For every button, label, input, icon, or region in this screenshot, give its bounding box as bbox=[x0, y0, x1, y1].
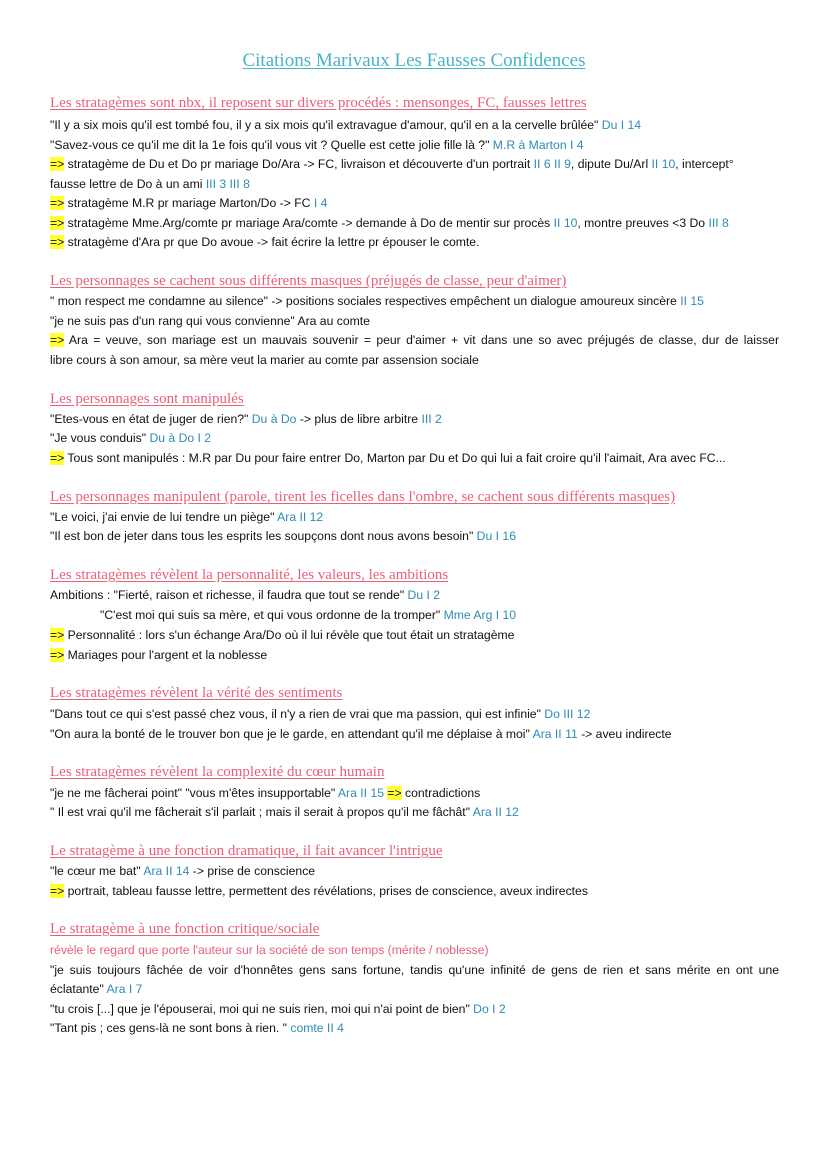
reference: Do III 12 bbox=[544, 707, 591, 721]
reference: I 4 bbox=[313, 196, 328, 210]
arrow-marker: => bbox=[387, 786, 402, 800]
arrow-marker: => bbox=[50, 648, 65, 662]
arrow-marker: => bbox=[50, 216, 65, 230]
quote-line: "le cœur me bat" Ara II 14 -> prise de conscience bbox=[50, 864, 316, 878]
note-line: => portrait, tableau fausse lettre, permettent des révélations, prises de conscience, aveux indirectes bbox=[50, 884, 588, 898]
reference: Ara II 11 bbox=[532, 727, 578, 741]
reference: Ara II 12 bbox=[277, 510, 324, 524]
arrow-marker: => bbox=[50, 451, 65, 465]
reference: Ara I 7 bbox=[106, 982, 143, 996]
reference: comte II 4 bbox=[290, 1021, 344, 1035]
arrow-marker: => bbox=[50, 157, 65, 171]
arrow-marker: => bbox=[50, 235, 65, 249]
note-line: => stratagème M.R pr mariage Marton/Do -> FC I 4 bbox=[50, 196, 328, 210]
note-line: => stratagème Mme.Arg/comte pr mariage Ara/comte -> demande à Do de mentir sur procès II 10, montre preuves <3 Do III 8 bbox=[50, 216, 729, 230]
reference: Mme Arg I 10 bbox=[443, 608, 517, 622]
section-subtitle: révèle le regard que porte l'auteur sur la société de son temps (mérite / noblesse) bbox=[50, 943, 489, 957]
section-heading: Les stratagèmes révèlent la personnalité, les valeurs, les ambitions bbox=[50, 567, 449, 583]
quote-line: "Etes-vous en état de juger de rien?" Du à Do -> plus de libre arbitre III 2 bbox=[50, 412, 442, 426]
section-heading: Les personnages manipulent (parole, tirent les ficelles dans l'ombre, se cachent sous différents masques) bbox=[50, 489, 676, 505]
reference: Du I 2 bbox=[407, 588, 441, 602]
quote-line: "Tant pis ; ces gens-là ne sont bons à rien. " comte II 4 bbox=[50, 1021, 344, 1035]
reference: Ara II 12 bbox=[472, 805, 519, 819]
document-title: Citations Marivaux Les Fausses Confidences bbox=[242, 50, 586, 71]
reference: Du à Do bbox=[251, 412, 297, 426]
quote-line: "je suis toujours fâchée de voir d'honnêtes gens sans fortune, tandis qu'une infinité de gens de rien et sans mérite en ont une bbox=[50, 963, 779, 977]
reference: II 10 bbox=[553, 216, 578, 230]
note-line: => Ara = veuve, son mariage est un mauvais souvenir = peur d'aimer + vit dans une so avec préjugés de classe, dur de laisser bbox=[50, 333, 779, 347]
note-line: => stratagème d'Ara pr que Do avoue -> fait écrire la lettre pr épouser le comte. bbox=[50, 235, 480, 249]
note-line: => Personnalité : lors s'un échange Ara/Do où il lui révèle que tout était un stratagème bbox=[50, 628, 515, 642]
note-line: => stratagème de Du et Do pr mariage Do/Ara -> FC, livraison et découverte d'un portrait II 6 II 9, dipute Du/Arl II 10, intercept° bbox=[50, 157, 734, 171]
quote-line: "Savez-vous ce qu'il me dit la 1e fois qu'il vous vit ? Quelle est cette jolie fille là ?" M.R à Marton I 4 bbox=[50, 138, 584, 152]
section-heading: Les stratagèmes révèlent la complexité du cœur humain bbox=[50, 764, 385, 780]
section-heading: Les personnages se cachent sous différents masques (préjugés de classe, peur d'aimer) bbox=[50, 273, 567, 289]
note-line: => Mariages pour l'argent et la noblesse bbox=[50, 648, 268, 662]
section-heading: Le stratagème à une fonction dramatique, il fait avancer l'intrigue bbox=[50, 843, 443, 859]
arrow-marker: => bbox=[50, 333, 65, 347]
section-heading: Le stratagème à une fonction critique/sociale bbox=[50, 921, 320, 937]
reference: M.R à Marton I 4 bbox=[492, 138, 584, 152]
note-line: libre cours à son amour, sa mère veut la marier au comte par assension sociale bbox=[50, 353, 479, 367]
reference: Du I 16 bbox=[476, 529, 516, 543]
reference: Ara II 14 bbox=[143, 864, 190, 878]
reference: II 6 II 9 bbox=[533, 157, 571, 171]
quote-line: "Je vous conduis" Du à Do I 2 bbox=[50, 431, 212, 445]
reference: Du à Do I 2 bbox=[149, 431, 212, 445]
quote-line: "je ne suis pas d'un rang qui vous convienne" Ara au comte bbox=[50, 314, 370, 328]
reference: Do I 2 bbox=[473, 1002, 506, 1016]
note-line: => Tous sont manipulés : M.R par Du pour faire entrer Do, Marton par Du et Do qui lui a fait croire qu'il l'aimait, Ara avec FC... bbox=[50, 451, 726, 465]
reference: III 8 bbox=[708, 216, 729, 230]
reference: II 10 bbox=[651, 157, 676, 171]
quote-line: "je ne me fâcherai point" "vous m'êtes insupportable" Ara II 15 => contradictions bbox=[50, 786, 481, 800]
quote-line: "C'est moi qui suis sa mère, et qui vous ordonne de la tromper" Mme Arg I 10 bbox=[100, 608, 517, 622]
reference: III 2 bbox=[421, 412, 442, 426]
quote-line: éclatante" Ara I 7 bbox=[50, 982, 143, 996]
arrow-marker: => bbox=[50, 628, 65, 642]
quote-line: " Il est vrai qu'il me fâcherait s'il parlait ; mais il serait à propos qu'il me fâchât" Ara II 12 bbox=[50, 805, 519, 819]
quote-line: "Il est bon de jeter dans tous les esprits les soupçons dont nous avons besoin" Du I 16 bbox=[50, 529, 516, 543]
section-heading: Les stratagèmes révèlent la vérité des sentiments bbox=[50, 685, 343, 701]
quote-line: " mon respect me condamne au silence" -> positions sociales respectives empêchent un dialogue amoureux sincère II 15 bbox=[50, 294, 704, 308]
arrow-marker: => bbox=[50, 884, 65, 898]
quote-line: "Dans tout ce qui s'est passé chez vous, il n'y a rien de vrai que ma passion, qui est infinie" Do III 12 bbox=[50, 707, 591, 721]
quote-line: "On aura la bonté de le trouver bon que je le garde, en attendant qu'il me déplaise à moi" Ara II 11 -> aveu indirecte bbox=[50, 727, 672, 741]
reference: Ara II 15 bbox=[337, 786, 384, 800]
note-line: fausse lettre de Do à un ami III 3 III 8 bbox=[50, 177, 250, 191]
reference: Du I 14 bbox=[601, 118, 642, 132]
quote-line: "Il y a six mois qu'il est tombé fou, il y a six mois qu'il extravague d'amour, qu'il en a la cervelle brûlée" Du I 14 bbox=[50, 118, 642, 132]
reference: II 15 bbox=[680, 294, 704, 308]
quote-line: Ambitions : "Fierté, raison et richesse, il faudra que tout se rende" Du I 2 bbox=[50, 588, 441, 602]
section-heading: Les personnages sont manipulés bbox=[50, 391, 244, 407]
reference: III 3 III 8 bbox=[205, 177, 250, 191]
quote-line: "tu crois [...] que je l'épouserai, moi qui ne suis rien, moi qui n'ai point de bien" Do I 2 bbox=[50, 1002, 506, 1016]
quote-line: "Le voici, j'ai envie de lui tendre un piège" Ara II 12 bbox=[50, 510, 324, 524]
section-heading: Les stratagèmes sont nbx, il reposent sur divers procédés : mensonges, FC, fausses lettres bbox=[50, 95, 587, 111]
arrow-marker: => bbox=[50, 196, 65, 210]
